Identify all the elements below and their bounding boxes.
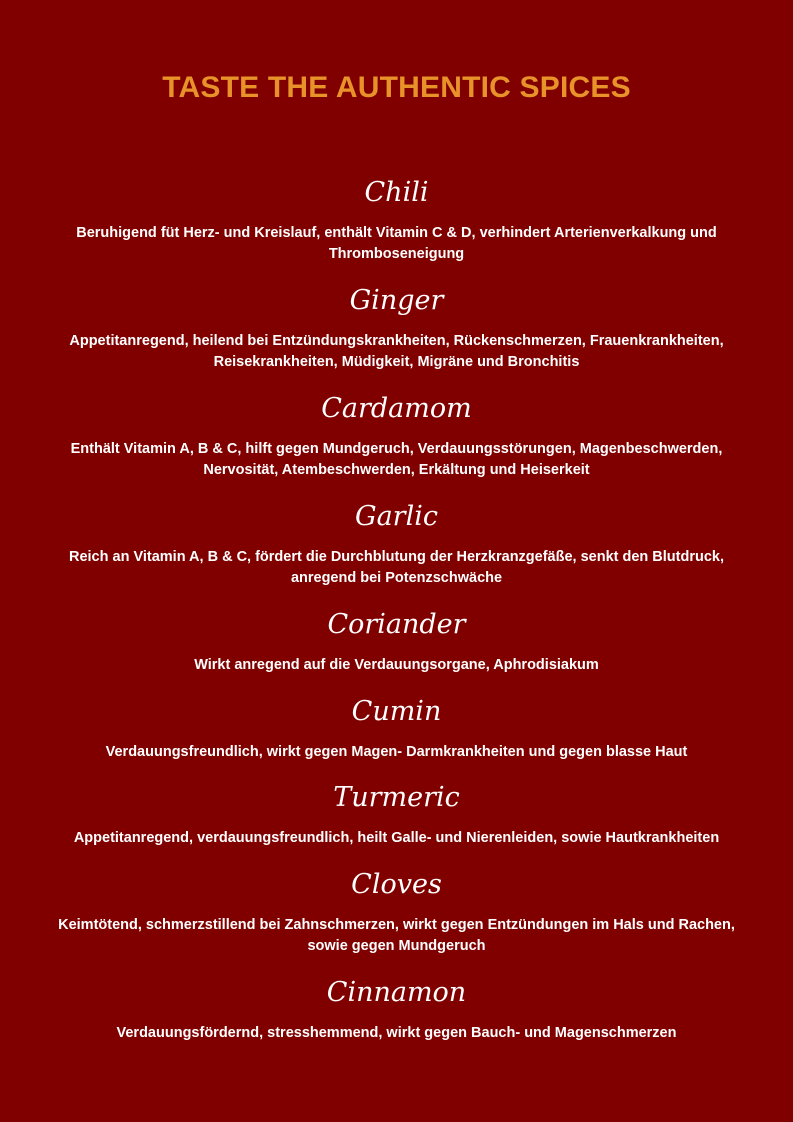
spice-description: Appetitanregend, heilend bei Entzündungskrankheiten, Rückenschmerzen, Frauenkrankheiten, Reisekrankheiten, Müdigkeit, Migräne und Bronchitis xyxy=(69,333,724,370)
spice-name: Coriander xyxy=(327,609,466,640)
spice-entry-coriander xyxy=(40,606,753,676)
spice-entry-garlic xyxy=(40,498,753,589)
page-title: TASTE THE AUTHENTIC SPICES xyxy=(162,71,631,104)
spice-entry-turmeric xyxy=(40,779,753,849)
spice-description: Keimtötend, schmerzstillend bei Zahnschmerzen, wirkt gegen Entzündungen im Hals und Rachen, sowie gegen Mundgeruch xyxy=(58,917,735,954)
spice-description: Verdauungsfördernd, stresshemmend, wirkt gegen Bauch- und Magenschmerzen xyxy=(116,1025,677,1041)
spice-entry-cumin xyxy=(40,693,753,763)
spice-name: Cumin xyxy=(351,696,442,727)
spice-name: Cloves xyxy=(351,869,442,900)
spice-entry-ginger xyxy=(40,282,753,373)
spice-description: Enthält Vitamin A, B & C, hilft gegen Mundgeruch, Verdauungsstörungen, Magenbeschwerden, Nervosität, Atembeschwerden, Erkältung und Heiserkeit xyxy=(70,441,723,478)
spice-description: Verdauungsfreundlich, wirkt gegen Magen- Darmkrankheiten und gegen blasse Haut xyxy=(105,744,688,760)
spice-name: Garlic xyxy=(355,501,438,532)
spice-name: Cardamom xyxy=(321,393,472,424)
spice-description: Wirkt anregend auf die Verdauungsorgane, Aphrodisiakum xyxy=(194,657,599,673)
spice-entry-cardamom xyxy=(40,390,753,481)
spice-name: Chili xyxy=(364,177,429,208)
spice-description: Appetitanregend, verdauungsfreundlich, heilt Galle- und Nierenleiden, sowie Hautkrankheiten xyxy=(73,830,720,846)
spice-entry-chili xyxy=(40,174,753,265)
spice-entry-cinnamon xyxy=(40,974,753,1044)
spice-name: Turmeric xyxy=(333,782,460,813)
spice-description: Reich an Vitamin A, B & C, fördert die Durchblutung der Herzkranzgefäße, senkt den Blutdruck, anregend bei Potenzschwäche xyxy=(68,549,725,586)
spice-name: Ginger xyxy=(349,285,444,316)
spice-entry-cloves xyxy=(40,866,753,957)
spice-name: Cinnamon xyxy=(326,977,467,1008)
spice-description: Beruhigend füt Herz- und Kreislauf, enthält Vitamin C & D, verhindert Arterienverkalkung und Thromboseneigung xyxy=(76,225,717,262)
